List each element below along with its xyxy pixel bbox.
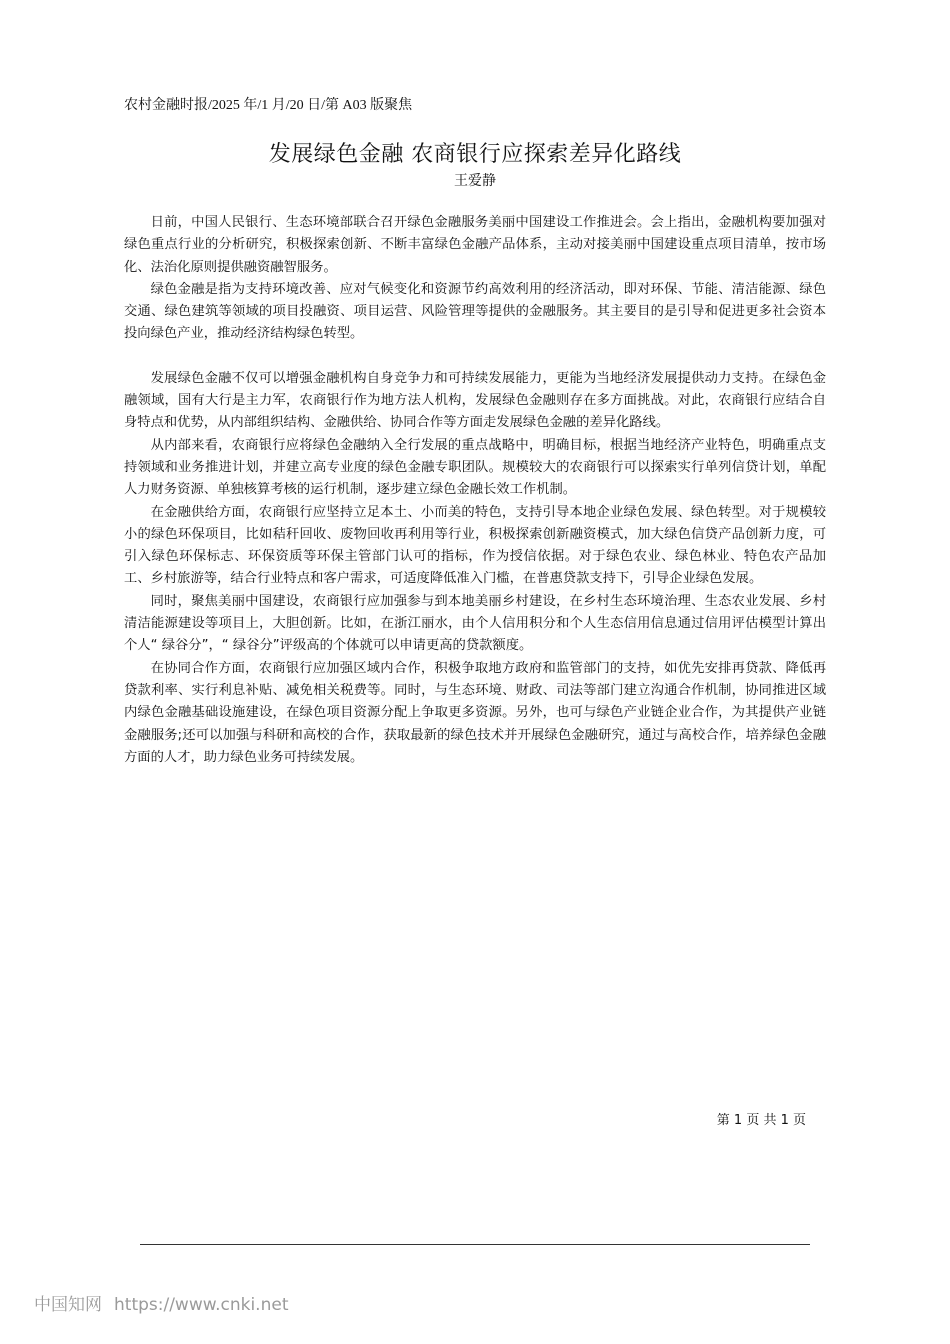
watermark-brand: 中国知网 (34, 1295, 102, 1315)
page-indicator: 第 1 页 共 1 页 (716, 1113, 806, 1128)
cnki-watermark (34, 1293, 288, 1317)
paragraph: 在金融供给方面，农商银行应坚持立足本土、小而美的特色，支持引导本地企业绿色发展、绿色转型。对于规模较小的绿色环保项目，比如秸秆回收、废物回收再利用等行业，积极探索创新融资模式，加大绿色信贷产品创新力度，可引入绿色环保标志、环保资质等环保主管部门认可的指标，作为授信依据。对于绿色农业、绿色林业、特色农产品加工、乡村旅游等，结合行业特点和客户需求，可适度降低准入门槛，在普惠贷款支持下，引导企业绿色发展。 (124, 504, 826, 587)
source-citation: 农村金融时报/2025 年/1 月/20 日/第 A03 版聚焦 (124, 98, 413, 113)
article-author: 王爱静 (454, 173, 496, 189)
paragraph: 日前，中国人民银行、生态环境部联合召开绿色金融服务美丽中国建设工作推进会。会上指出，金融机构要加强对绿色重点行业的分析研究，积极探索创新、不断丰富绿色金融产品体系，主动对接美丽中国建设重点项目清单，按市场化、法治化原则提供融资融智服务。 (124, 215, 826, 275)
paragraph: 从内部来看，农商银行应将绿色金融纳入全行发展的重点战略中，明确目标，根据当地经济产业特色，明确重点支持领域和业务推进计划，并建立高专业度的绿色金融专职团队。规模较大的农商银行可以探索实行单列信贷计划，单配人力财务资源、单独核算考核的运行机制，逐步建立绿色金融长效工作机制。 (124, 437, 826, 498)
paragraph: 同时，聚焦美丽中国建设，农商银行应加强参与到本地美丽乡村建设，在乡村生态环境治理、生态农业发展、乡村清洁能源建设等项目上，大胆创新。比如，在浙江丽水，由个人信用积分和个人生态信用信息通过信用评估模型计算出个人“ 绿谷分”，“ 绿谷分”评级高的个体就可以申请更高的贷款额度。 (124, 593, 826, 654)
paragraph: 在协同合作方面，农商银行应加强区域内合作，积极争取地方政府和监管部门的支持，如优先安排再贷款、降低再贷款利率、实行利息补贴、减免相关税费等。同时，与生态环境、财政、司法等部门建立沟通合作机制，协同推进区域内绿色金融基础设施建设，在绿色项目资源分配上争取更多资源。另外，也可与绿色产业链企业合作，为其提供产业链金融服务;还可以加强与科研和高校的合作，获取最新的绿色技术并开展绿色金融研究，通过与高校合作，培养绿色金融方面的人才，助力绿色业务可持续发展。 (124, 660, 826, 765)
paragraph: 绿色金融是指为支持环境改善、应对气候变化和资源节约高效利用的经济活动，即对环保、节能、清洁能源、绿色交通、绿色建筑等领域的项目投融资、项目运营、风险管理等提供的金融服务。其主要目的是引导和促进更多社会资本投向绿色产业，推动经济结构绿色转型。 (124, 281, 826, 342)
article-title: 发展绿色金融 农商银行应探索差异化路线 (268, 142, 682, 167)
watermark-url: https://www.cnki.net (114, 1295, 289, 1315)
article-body (124, 212, 826, 769)
paragraph: 发展绿色金融不仅可以增强金融机构自身竞争力和可持续发展能力，更能为当地经济发展提供动力支持。在绿色金融领域，国有大行是主力军，农商银行作为地方法人机构，发展绿色金融则存在多方面挑战。对此，农商银行应结合自身特点和优势，从内部组织结构、金融供给、协同合作等方面走发展绿色金融的差异化路线。 (124, 370, 826, 431)
footer-divider (140, 1244, 810, 1245)
